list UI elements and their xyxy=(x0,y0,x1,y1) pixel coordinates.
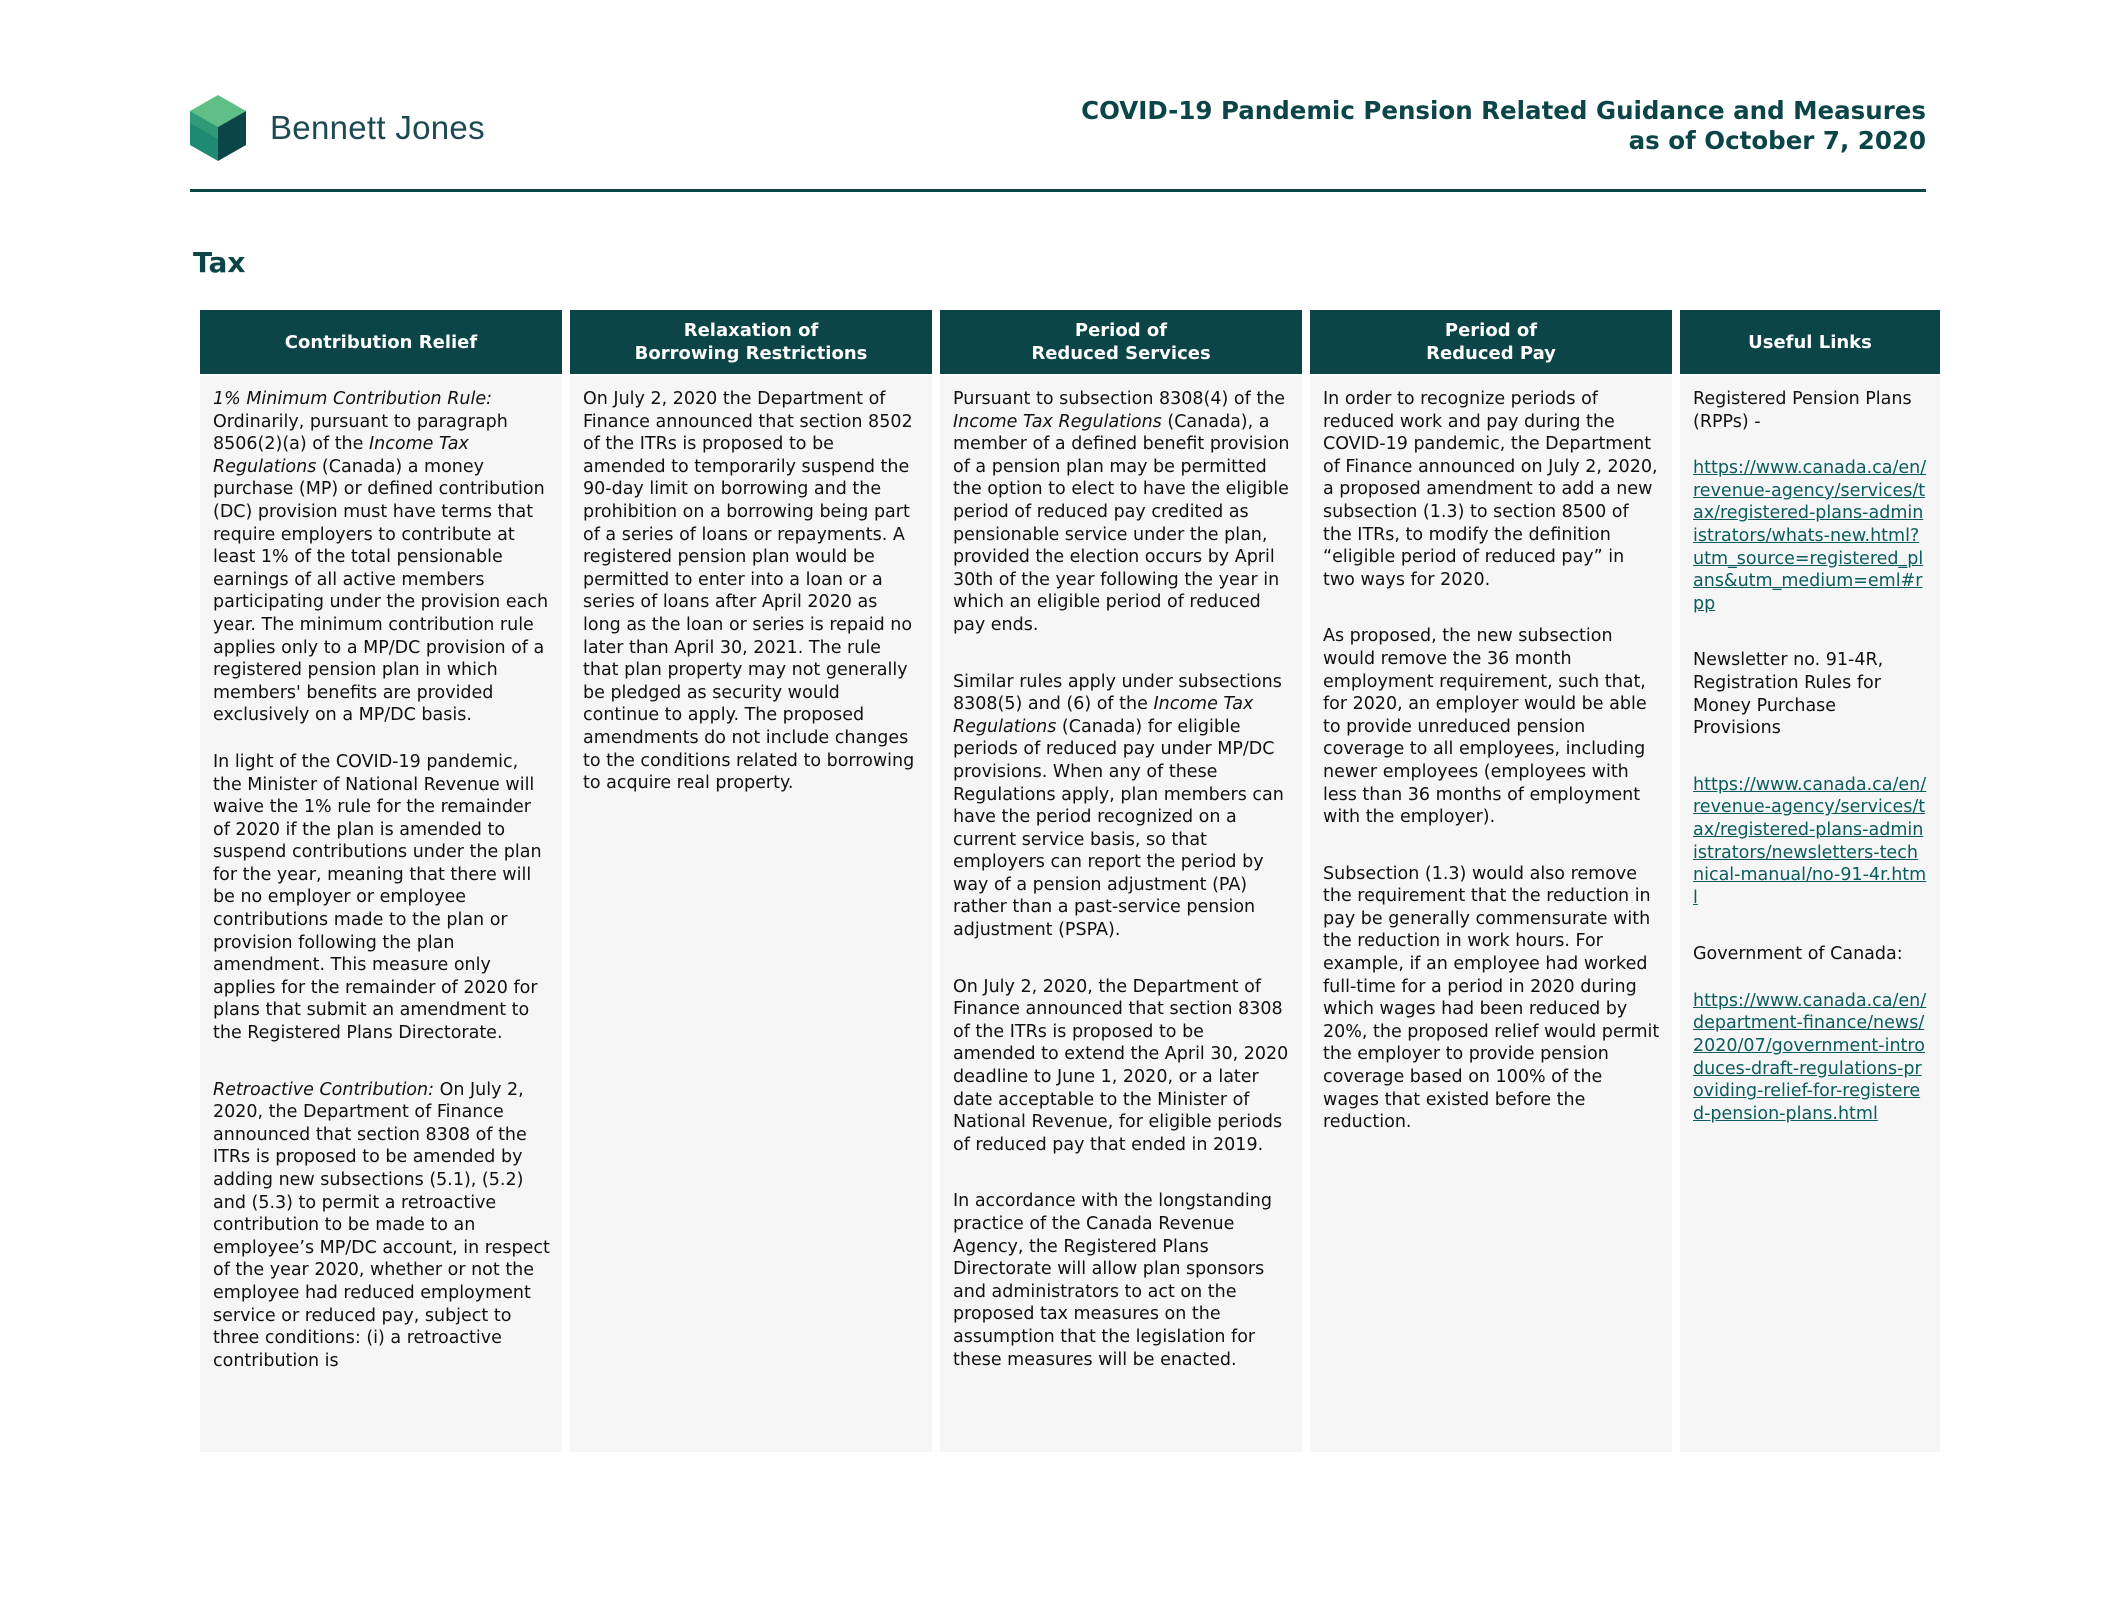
column-header: Period of Reduced Services xyxy=(940,310,1302,374)
column-body xyxy=(940,376,1302,1452)
paragraph xyxy=(953,671,1290,942)
column-reduced-services xyxy=(940,310,1302,1452)
paragraph: In order to recognize periods of reduced work and pay during the COVID-19 pandemic, the Department of Finance announced on July 2, 2020, a proposed amendment to add a new subsection (1.3) to section 8500 of the ITRs, to modify the definition “eligible period of reduced pay” in two ways for 2020. xyxy=(1323,389,1658,590)
link-label: Registered Pension Plans (RPPs) - xyxy=(1693,389,1912,432)
column-body xyxy=(570,376,932,1452)
rule-label: Retroactive Contribution: xyxy=(213,1079,434,1100)
link-paragraph xyxy=(1693,774,1928,910)
government-link[interactable]: https://www.canada.ca/en/department-finance/news/2020/07/government-introduces-draft-regulations-providing-relief-for-registered-pension-plans.html xyxy=(1693,990,1927,1124)
text: (Canada) a money purchase (MP) or defined contribution (DC) provision must have terms that require employers to contribute at least 1% of the total pensionable earnings of all active members participating under the provision each year. The minimum contribution rule applies only to a MP/DC provision of a registered pension plan in which members' benefits are provided exclusively on a MP/DC basis. xyxy=(213,456,549,726)
link-paragraph xyxy=(1693,457,1928,615)
document-title-line2: as of October 7, 2020 xyxy=(1628,126,1926,155)
paragraph xyxy=(213,388,550,727)
column-body xyxy=(1310,376,1672,1452)
brand-logo xyxy=(190,95,485,161)
paragraph: In light of the COVID-19 pandemic, the Minister of National Revenue will waive the 1% rule for the remainder of 2020 if the plan is amended to suspend contributions under the plan for the year, meaning that there will be no employer or employee contributions made to the plan or provision following the plan amendment. This measure only applies for the remainder of 2020 for plans that submit an amendment to the Registered Plans Directorate. xyxy=(213,751,542,1044)
paragraph: On July 2, 2020 the Department of Finance announced that section 8502 of the ITRs is proposed to be amended to temporarily suspend the 90-day limit on borrowing and the prohibition on a borrowing being part of a series of loans or repayments. A registered pension plan would be permitted to enter into a loan or a series of loans after April 2020 as long as the loan or series is repaid no later than April 30, 2021. The rule that plan property may not generally be pledged as security would continue to apply. The proposed amendments do not include changes to the conditions related to borrowing to acquire real property. xyxy=(583,389,915,794)
rule-label: 1% Minimum Contribution Rule: xyxy=(213,389,492,409)
cube-logo-icon xyxy=(190,95,246,161)
paragraph: On July 2, 2020, the Department of Finance announced that section 8308 of the ITRs is proposed to be amended to extend the April 30, 2020 deadline to June 1, 2020, or a later date acceptable to the Minister of National Revenue, for eligible periods of reduced pay that ended in 2019. xyxy=(953,976,1289,1155)
column-body xyxy=(200,376,562,1452)
link-label: Newsletter no. 91-4R, Registration Rules for Money Purchase Provisions xyxy=(1693,650,1884,739)
link-paragraph xyxy=(1693,990,1928,1126)
italic-text: Income Tax Regulations xyxy=(953,694,1254,737)
text: Similar rules apply under subsections 8308(5) and (6) of the xyxy=(953,671,1282,715)
paragraph: Subsection (1.3) would also remove the requirement that the reduction in pay be generally commensurate with the reduction in work hours. For example, if an employee had worked full-time for a period in 2020 during which wages had been reduced by 20%, the proposed relief would permit the employer to provide pension coverage based on 100% of the wages that existed before the reduction. xyxy=(1323,863,1660,1133)
document-title xyxy=(1081,96,1926,156)
paragraph: As proposed, the new subsection would remove the 36 month employment requirement, such that, for 2020, an employer would be able to provide unreduced pension coverage to all employees, including newer employees (employees with less than 36 months of employment with the employer). xyxy=(1323,626,1647,828)
column-useful-links xyxy=(1680,310,1940,1452)
column-header: Period of Reduced Pay xyxy=(1310,310,1672,374)
column-header: Contribution Relief xyxy=(200,310,562,374)
text: (Canada) for eligible periods of reduced pay under MP/DC provisions. When any of these Regulations apply, plan members can have the period recognized on a current service basis, so that employers can report the period by way of a pension adjustment (PA) rather than a past-service pension adjustment (PSPA). xyxy=(953,716,1284,941)
column-header: Useful Links xyxy=(1680,310,1940,374)
header-divider xyxy=(190,189,1926,192)
column-borrowing-restrictions xyxy=(570,310,932,1452)
italic-text: Income Tax Regulations xyxy=(953,411,1162,432)
text: (Canada), a member of a defined benefit provision of a pension plan may be permitted the option to elect to have the eligible period of reduced pay credited as pensionable service under the plan, provided the election occurs by April 30th of the year following the year in which an eligible period of reduced pay ends. xyxy=(953,411,1290,635)
paragraph xyxy=(213,1079,550,1373)
text: On July 2, 2020, the Department of Finance announced that section 8308 of the ITRs is proposed to be amended by adding new subsections (5.1), (5.2) and (5.3) to permit a retroactive contribution to be made to an employee’s MP/DC account, in respect of the year 2020, whether or not the employee had reduced employment service or reduced pay, subject to three conditions: (i) a retroactive contribution is xyxy=(213,1079,550,1371)
column-reduced-pay xyxy=(1310,310,1672,1452)
paragraph xyxy=(953,388,1290,637)
text: Ordinarily, pursuant to paragraph 8506(2)(a) of the xyxy=(213,411,508,455)
column-header: Relaxation of Borrowing Restrictions xyxy=(570,310,932,374)
column-contribution-relief xyxy=(200,310,562,1452)
paragraph: In accordance with the longstanding practice of the Canada Revenue Agency, the Registered Plans Directorate will allow plan sponsors and administrators to act on the proposed tax measures on the assumption that the legislation for these measures will be enacted. xyxy=(953,1191,1272,1370)
newsletter-link[interactable]: https://www.canada.ca/en/revenue-agency/services/tax/registered-plans-administrators/newsletters-technical-manual/no-91-4r.html xyxy=(1693,774,1927,908)
section-title: Tax xyxy=(193,246,246,279)
column-body xyxy=(1680,376,1940,1452)
rpp-link[interactable]: https://www.canada.ca/en/revenue-agency/services/tax/registered-plans-administrators/whats-new.html?utm_source=registered_plans&utm_medium=eml#rpp xyxy=(1693,458,1927,614)
brand-name: Bennett Jones xyxy=(270,109,485,146)
italic-text: Income Tax Regulations xyxy=(213,434,469,477)
tax-measures-table xyxy=(200,310,1940,1452)
text: Pursuant to subsection 8308(4) of the xyxy=(953,389,1286,409)
document-title-line1: COVID-19 Pandemic Pension Related Guidance and Measures xyxy=(1081,96,1926,125)
link-label: Government of Canada: xyxy=(1693,944,1903,965)
